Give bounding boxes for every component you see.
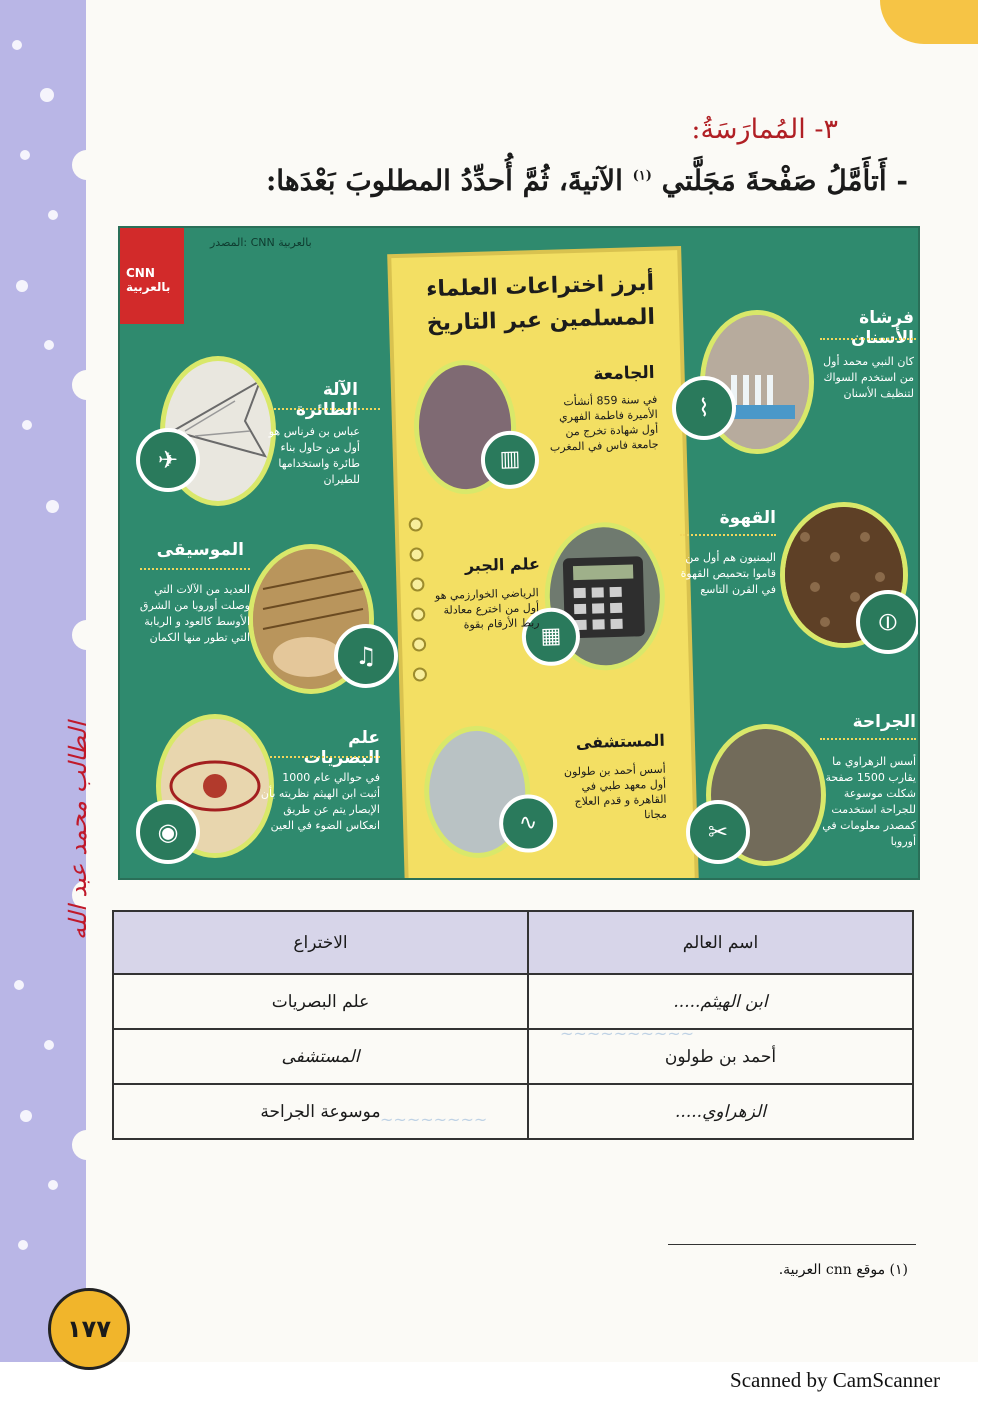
item-title: القهوة bbox=[719, 508, 776, 528]
dotted-divider bbox=[140, 568, 250, 572]
header-invention: الاختراع bbox=[113, 911, 528, 974]
center-panel bbox=[391, 250, 694, 880]
header-scientist: اسم العالم bbox=[528, 911, 913, 974]
stethoscope-icon: ∿ bbox=[498, 794, 558, 854]
handwritten-answer: ابن الهيثم bbox=[700, 991, 768, 1012]
table-row bbox=[113, 1084, 913, 1139]
item-body: في سنة 859 أنشأت الأميرة فاطمة الفهري أول شهادة تخرج من جامعة فاس في المغرب bbox=[549, 392, 659, 454]
item-title: علم الجبر bbox=[464, 554, 541, 576]
footnote: (١) موقع cnn العربية. bbox=[778, 1262, 908, 1278]
item-title: الآلة الطائرة bbox=[295, 380, 358, 420]
page-number: ١٧٧ bbox=[48, 1288, 130, 1370]
corner-tab bbox=[880, 0, 978, 44]
table-row bbox=[113, 974, 913, 1029]
dotted-divider bbox=[270, 756, 380, 760]
invention-cell: علم البصريات bbox=[113, 974, 528, 1029]
band-scallop bbox=[72, 1130, 86, 1160]
handwritten-margin-note bbox=[56, 570, 96, 950]
item-body: اليمنيون هم أول من قاموا بتحميص القهوة في القرن التاسع bbox=[680, 551, 776, 596]
item-title: الموسيقى bbox=[156, 540, 244, 560]
decor-dot bbox=[48, 210, 58, 220]
source-label: المصدر: CNN بالعربية bbox=[210, 236, 312, 249]
binder-ring bbox=[411, 607, 425, 621]
book-icon: ▥ bbox=[480, 430, 540, 490]
decor-dot bbox=[20, 1110, 32, 1122]
music-note-icon: ♫ bbox=[334, 624, 398, 688]
invention-cell: موسوعة الجراحة bbox=[113, 1084, 528, 1139]
answer-table bbox=[112, 910, 914, 1140]
coffee-bean-icon: ⦶ bbox=[856, 590, 920, 654]
item-title: فرشاة الأسنان bbox=[850, 308, 914, 348]
section-heading: ٣- المُمارَسَةُ: bbox=[691, 114, 838, 145]
pencil-scribble: ~~~~~~~~ bbox=[380, 1110, 488, 1129]
dotted-divider bbox=[680, 534, 776, 538]
binder-ring bbox=[413, 667, 427, 681]
invention-answer-cell[interactable] bbox=[113, 1029, 528, 1084]
instruction-text: - أَتأَمَّلُ صَفْحةَ مَجَلَّتي bbox=[661, 164, 908, 197]
item-body: عباس بن فرناس هو أول من حاول بناء طائرة واستخدامها للطيران bbox=[268, 425, 360, 486]
infographic-image bbox=[118, 226, 920, 880]
scientist-answer-cell[interactable]: ابن الهيثم..... bbox=[528, 974, 913, 1029]
dotted-divider bbox=[270, 408, 380, 412]
item-body: الرياضي الخوارزمي هو أول من اخترع معادلة ربط الأرقام بقوة bbox=[434, 586, 540, 631]
pencil-scribble: ~~~~~~~~~~ bbox=[560, 1024, 695, 1043]
decor-dot bbox=[40, 88, 54, 102]
band-scallop bbox=[72, 370, 86, 400]
table-header-row bbox=[113, 911, 913, 974]
decor-dot bbox=[12, 40, 22, 50]
instruction-tail: الآتيةَ، ثُمَّ أُحدِّدُ المطلوبَ بَعْدَها: bbox=[265, 164, 623, 197]
calculator-icon: ▦ bbox=[521, 607, 581, 667]
cnn-logo bbox=[120, 228, 184, 324]
eye-icon: ◉ bbox=[136, 800, 200, 864]
dotted-divider bbox=[820, 338, 916, 342]
decor-dot bbox=[48, 1180, 58, 1190]
binder-ring bbox=[410, 577, 424, 591]
item-body: في حوالي عام 1000 أثبت ابن الهيثم نظريته بأن الإبصار يتم عن طريق انعكاس الضوء في العين bbox=[260, 771, 380, 832]
scientist-answer-cell[interactable]: الزهراوي..... bbox=[528, 1084, 913, 1139]
item-body: العديد من الآلات التي وصلت أوروبا من الشرق الأوسط كالعود و الربابة التي تطور منها الكمان bbox=[139, 583, 250, 644]
footnote-ref: (١) bbox=[632, 168, 652, 184]
table-row bbox=[113, 1029, 913, 1084]
decor-dot bbox=[22, 420, 32, 430]
airplane-icon: ✈ bbox=[136, 428, 200, 492]
decor-dot bbox=[44, 340, 54, 350]
binder-ring bbox=[409, 517, 423, 531]
decor-dot bbox=[20, 150, 30, 160]
decor-dot bbox=[16, 280, 28, 292]
band-scallop bbox=[72, 150, 86, 180]
decor-dot bbox=[46, 500, 59, 513]
item-body: أسس الزهراوي ما يقارب 1500 صفحة شكلت موسوعة للجراحة استخدمت كمصدر معلومات في أوروبا bbox=[822, 755, 916, 848]
item-title: المستشفى bbox=[575, 730, 666, 753]
footnote-divider bbox=[668, 1244, 916, 1245]
handwritten-answer: المستشفى bbox=[281, 1046, 360, 1067]
item-title: علم البصريات bbox=[303, 728, 380, 768]
binder-ring bbox=[409, 547, 423, 561]
item-title: الجامعة bbox=[593, 362, 655, 385]
logo-text: CNN بالعربية bbox=[126, 266, 171, 294]
surgical-tools-icon: ✂ bbox=[686, 800, 750, 864]
scanner-watermark: Scanned by CamScanner bbox=[730, 1368, 940, 1392]
scientist-cell: أحمد بن طولون bbox=[528, 1029, 913, 1084]
decor-dot bbox=[18, 1240, 28, 1250]
decor-dot bbox=[44, 1040, 54, 1050]
instruction-line bbox=[266, 164, 908, 197]
handwritten-answer: الزهراوي bbox=[702, 1101, 766, 1122]
dotted-divider bbox=[820, 738, 916, 742]
toothbrush-icon: ⌇ bbox=[672, 376, 736, 440]
decor-dot bbox=[14, 980, 24, 990]
item-title: الجراحة bbox=[852, 712, 916, 732]
margin-note-text: الطالب محمد عبد الله bbox=[64, 721, 92, 940]
item-body: كان النبي محمد أول من استخدم السواك لتنظيف الأسنان bbox=[823, 355, 914, 400]
item-body: أسس أحمد بن طولون أول معهد طبي في القاهرة و قدم العلاج مجانا bbox=[563, 762, 668, 821]
binder-ring bbox=[412, 637, 426, 651]
infographic-title: أبرز اختراعات العلماء المسلمين عبر التاريخ bbox=[425, 270, 656, 337]
